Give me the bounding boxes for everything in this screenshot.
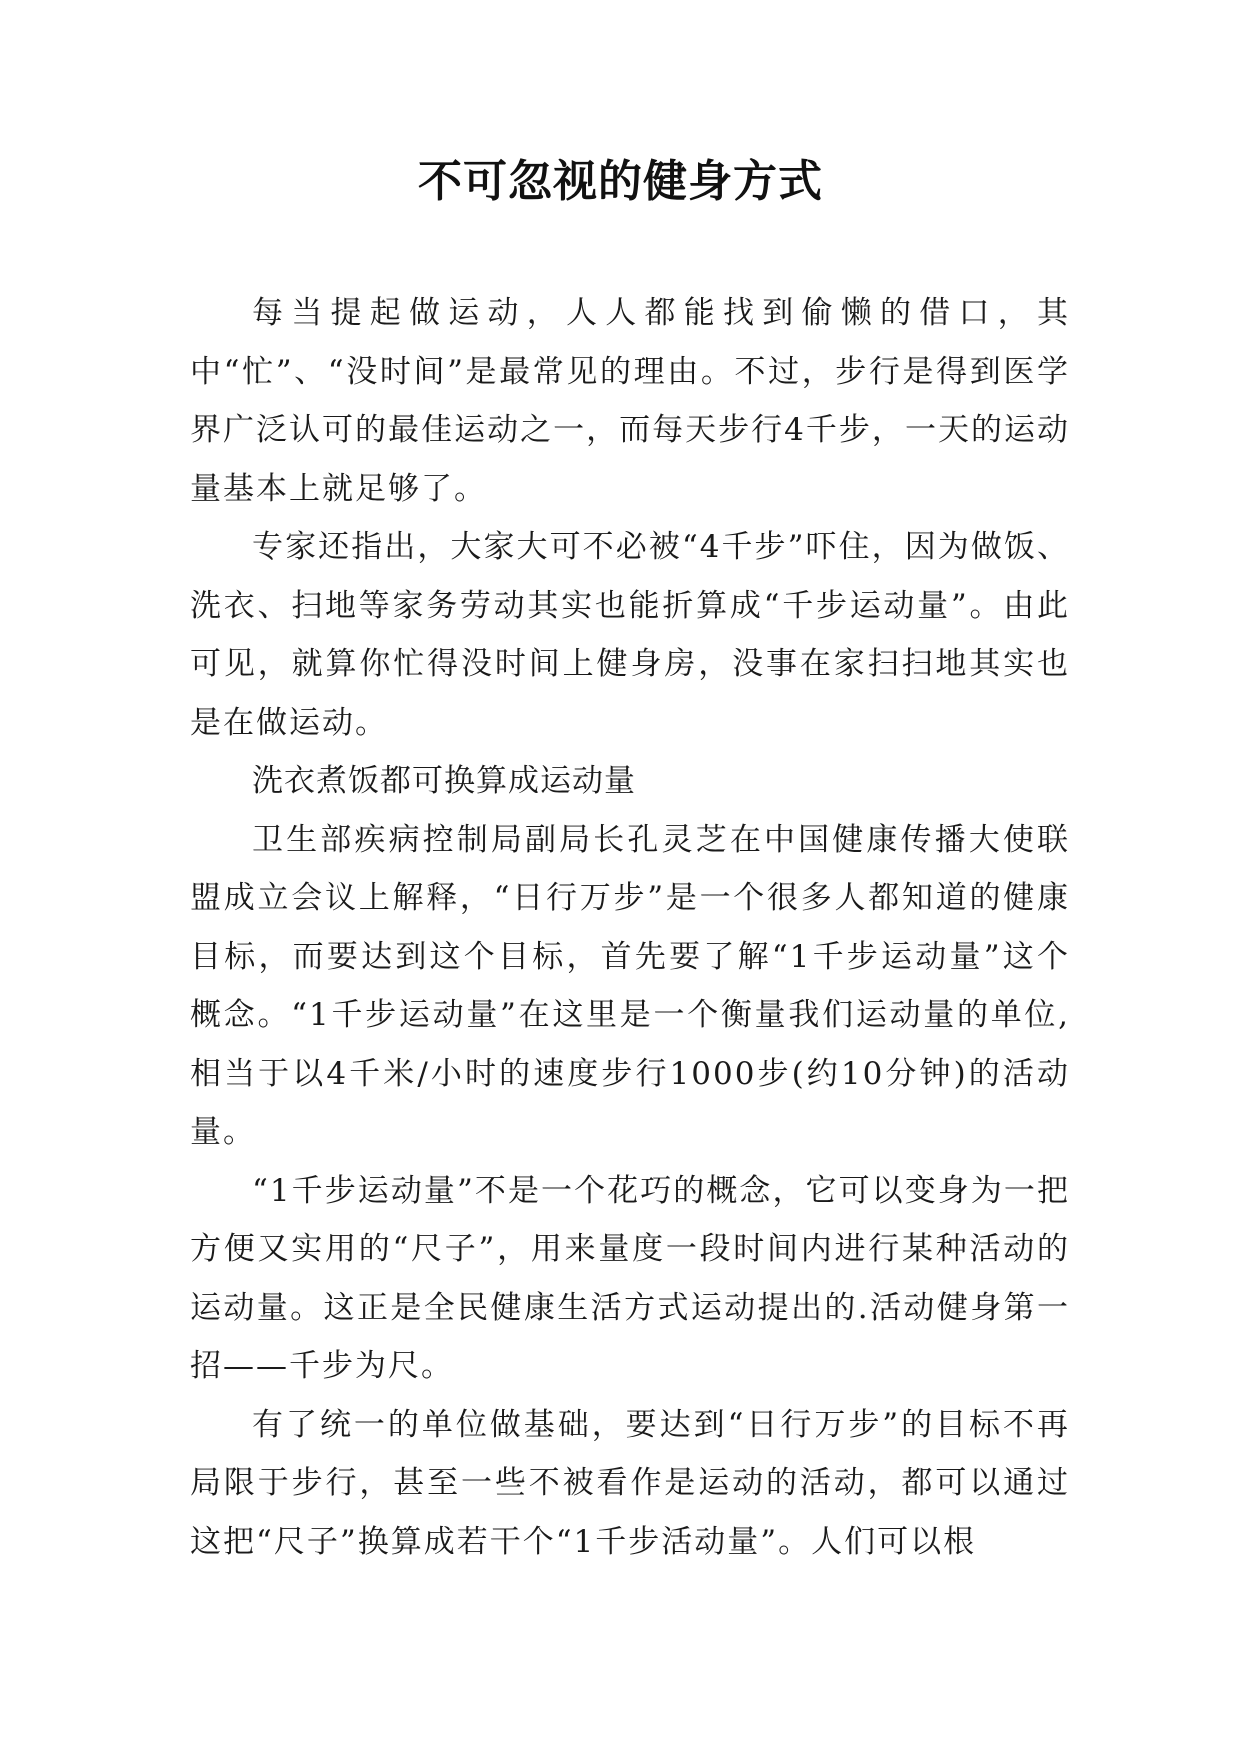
section-subheading: 洗衣煮饭都可换算成运动量 bbox=[252, 763, 636, 799]
document-title: 不可忽视的健身方式 bbox=[418, 156, 823, 207]
paragraph-expert: 专家还指出，大家大可不必被“4千步”吓住，因为做饭、洗衣、扫地等家务劳动其实也能折算成“千步运动量”。由此可见，就算你忙得没时间上健身房，没事在家扫扫地其实也是在做运动。 bbox=[190, 529, 1070, 741]
paragraph-intro: 每当提起做运动，人人都能找到偷懒的借口，其中“忙”、“没时间”是最常见的理由。不过，步行是得到医学界广泛认可的最佳运动之一，而每天步行4千步，一天的运动量基本上就足够了。 bbox=[190, 295, 1070, 507]
paragraph-ruler: “1千步运动量”不是一个花巧的概念，它可以变身为一把方便又实用的“尺子”，用来量度一段时间内进行某种活动的运动量。这正是全民健康生活方式运动提出的.活动健身第一招——千步为尺。 bbox=[190, 1172, 1070, 1384]
paragraph-definition: 卫生部疾病控制局副局长孔灵芝在中国健康传播大使联盟成立会议上解释，“日行万步”是一个很多人都知道的健康目标，而要达到这个目标，首先要了解“1千步运动量”这个概念。“1千步运动量”在这里是一个衡量我们运动量的单位,相当于以4千米/小时的速度步行1000步(约10分钟)的活动量。 bbox=[190, 821, 1070, 1150]
document-body bbox=[190, 284, 1070, 1571]
paragraph-unit: 有了统一的单位做基础，要达到“日行万步”的目标不再局限于步行，甚至一些不被看作是运动的活动，都可以通过这把“尺子”换算成若干个“1千步活动量”。人们可以根 bbox=[190, 1406, 1070, 1560]
